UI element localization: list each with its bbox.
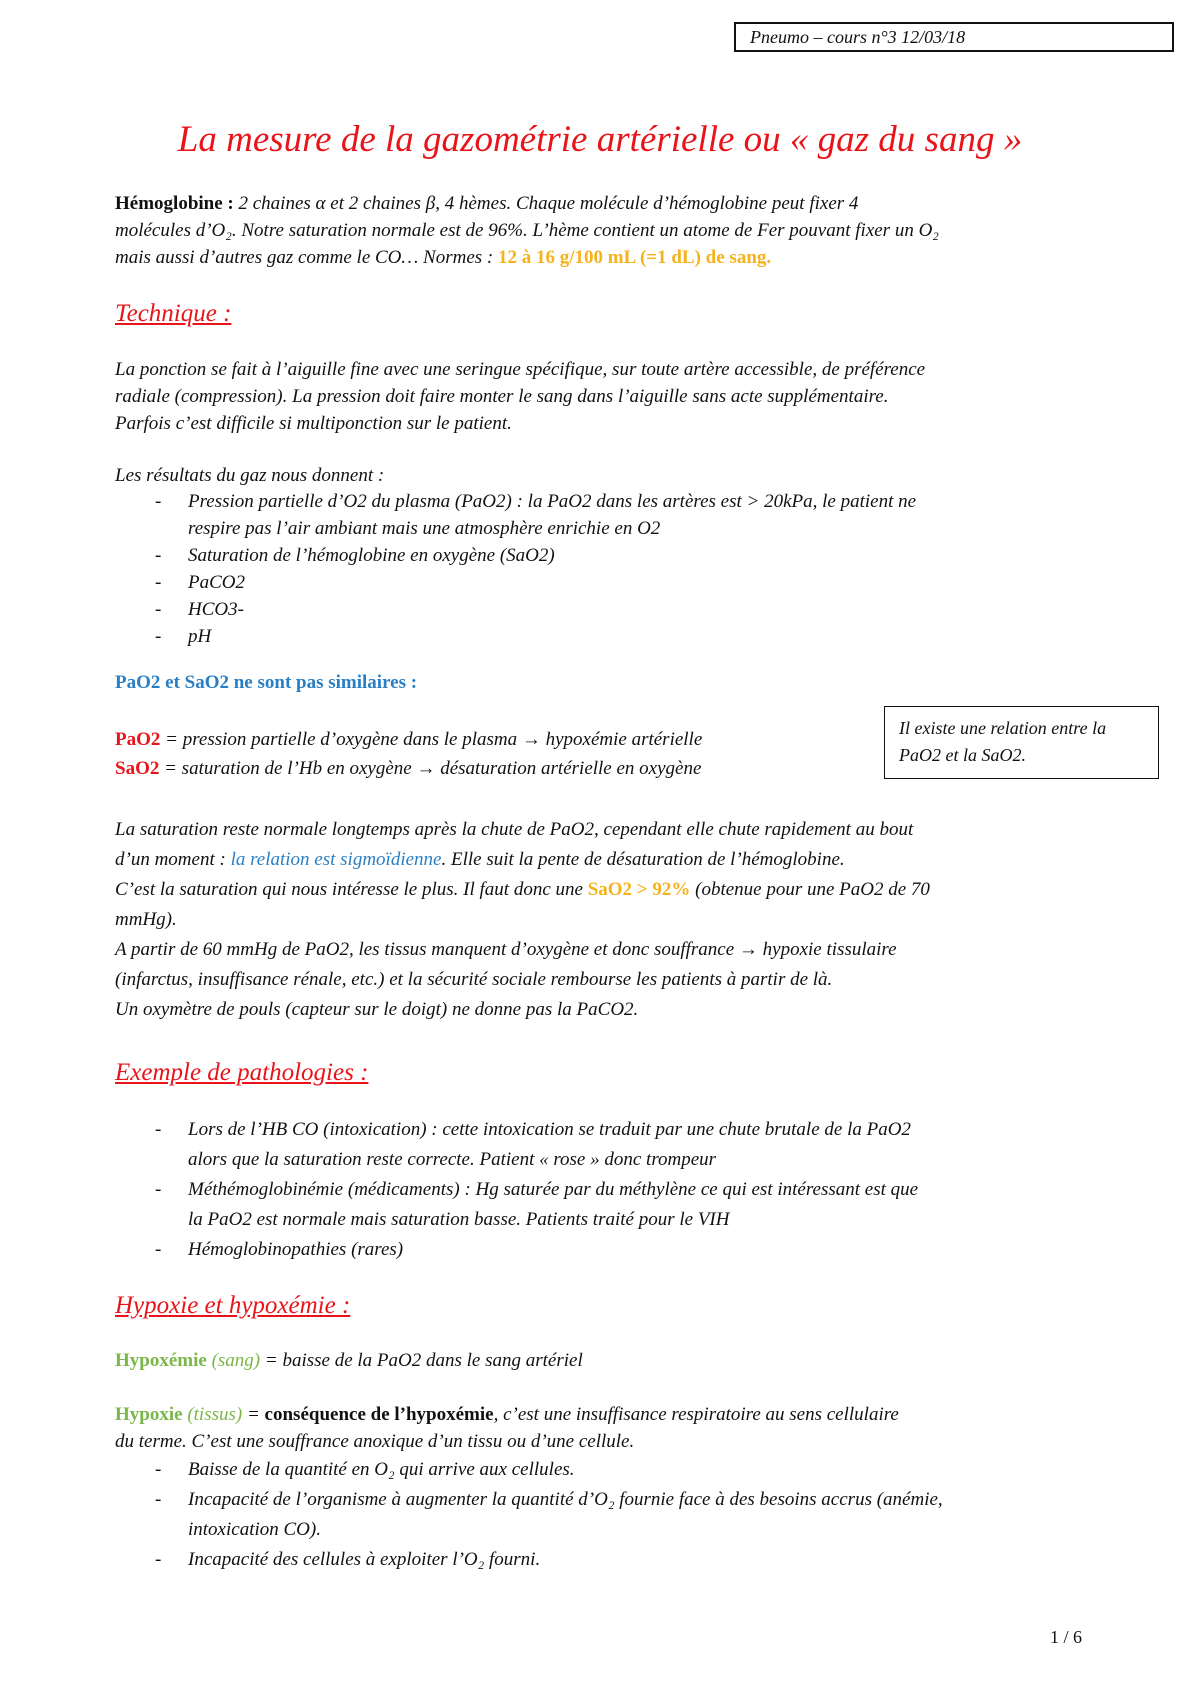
hemoglobine-term: Hémoglobine : xyxy=(115,193,234,214)
bullet-dash: - xyxy=(155,545,162,566)
bullet-dash: - xyxy=(155,1489,162,1510)
sao2-threshold: SaO2 > 92% xyxy=(587,879,691,900)
course-header-label: Pneumo – cours n°3 12/03/18 xyxy=(750,27,966,47)
page-number: 1 / 6 xyxy=(1050,1627,1083,1647)
bullet-dash: - xyxy=(155,572,162,593)
pao2-sao2-heading: PaO2 et SaO2 ne sont pas similaires : xyxy=(115,672,418,693)
list-item: - Saturation de l’hémoglobine en oxygène (SaO2) xyxy=(115,542,1115,569)
bullet-dash: - xyxy=(155,1239,162,1260)
list-item: - Lors de l’HB CO (intoxication) : cette intoxication se traduit par une chute brutale de la PaO2 alors que la saturation reste correcte. Patient « rose » donc trompeur xyxy=(115,1115,1115,1175)
bullet-dash: - xyxy=(155,491,162,512)
hypoxie-term: Hypoxie xyxy=(115,1404,183,1425)
hemoglobine-line2: molécules d’O₂. Notre saturation normale est de 96%. L’hème contient un atome de Fer pouvant fixer un O₂ xyxy=(115,220,939,241)
pao2-definition: PaO2 = pression partielle d’oxygène dans le plasma → hypoxémie artérielle xyxy=(115,729,703,750)
bullet-dash: - xyxy=(155,599,162,620)
technique-line: radiale (compression). La pression doit faire monter le sang dans l’aiguille sans acte supplémentaire. xyxy=(115,386,889,407)
relation-note-box: Il existe une relation entre la PaO2 et la SaO2. xyxy=(884,706,1159,779)
technique-line: Parfois c’est difficile si multiponction sur le patient. xyxy=(115,413,512,434)
hypoxemie-definition: Hypoxémie (sang) = baisse de la PaO2 dans le sang artériel xyxy=(115,1350,583,1371)
page-title: La mesure de la gazométrie artérielle ou « gaz du sang » xyxy=(177,119,1023,160)
sao2-term: SaO2 xyxy=(115,758,160,779)
pathologies-list xyxy=(115,1115,1115,1265)
bullet-dash: - xyxy=(155,1459,162,1480)
technique-paragraph xyxy=(115,356,1115,437)
list-item: - HCO3- xyxy=(115,596,1115,623)
hemoglobine-paragraph xyxy=(115,190,1115,271)
list-item: - Pression partielle d’O2 du plasma (PaO2) : la PaO2 dans les artères est > 20kPa, le patient ne respire pas l’air ambiant mais une atmosphère enrichie en O2 xyxy=(115,488,1115,542)
hypoxie-list xyxy=(115,1455,1115,1575)
sigmoid-relation-text: la relation est sigmoïdienne xyxy=(230,849,442,870)
list-item: - Baisse de la quantité en O₂ qui arrive aux cellules. xyxy=(115,1455,1115,1485)
list-item: - pH xyxy=(115,623,1115,650)
hemoglobine-line1: 2 chaines α et 2 chaines β, 4 hèmes. Chaque molécule d’hémoglobine peut fixer 4 xyxy=(233,193,859,214)
section-heading-pathologies: Exemple de pathologies : xyxy=(115,1059,369,1086)
list-item: - PaCO2 xyxy=(115,569,1115,596)
results-list xyxy=(115,488,1115,650)
hemoglobine-norme: 12 à 16 g/100 mL (=1 dL) de sang. xyxy=(493,247,772,268)
list-item: - Méthémoglobinémie (médicaments) : Hg saturée par du méthylène ce qui est intéressant est que la PaO2 est normale mais saturation basse. Patients traité pour le VIH xyxy=(115,1175,1115,1235)
list-item: - Incapacité des cellules à exploiter l’O₂ fourni. xyxy=(115,1545,1115,1575)
course-header-box xyxy=(734,22,1174,52)
hypoxemie-term: Hypoxémie xyxy=(115,1350,207,1371)
hemoglobine-line3: mais aussi d’autres gaz comme le CO… Normes : xyxy=(115,247,494,268)
results-intro: Les résultats du gaz nous donnent : xyxy=(115,465,385,486)
sao2-definition: SaO2 = saturation de l’Hb en oxygène → désaturation artérielle en oxygène xyxy=(115,758,702,779)
technique-line: La ponction se fait à l’aiguille fine avec une seringue spécifique, sur toute artère accessible, de préférence xyxy=(115,359,926,380)
hypoxie-definition: Hypoxie (tissus) = conséquence de l’hypoxémie, c’est une insuffisance respiratoire au sens cellulaire du terme. C’est une souffrance anoxique d’un tissu ou d’une cellule. xyxy=(115,1404,899,1452)
bullet-dash: - xyxy=(155,1179,162,1200)
bullet-dash: - xyxy=(155,1119,162,1140)
section-heading-technique: Technique : xyxy=(115,300,232,327)
pao2-term: PaO2 xyxy=(115,729,161,750)
list-item: - Hémoglobinopathies (rares) xyxy=(115,1235,1115,1265)
saturation-paragraph: La saturation reste normale longtemps après la chute de PaO2, cependant elle chute rapidement au bout d’un moment : la relation est sigmoïdienne. Elle suit la pente de désaturation de l’hémoglobine. C’est la saturation qui nous intéresse le plus. Il faut donc une SaO2 > 92% (obtenue pour une PaO2 de 70 mmHg). A partir de 60 mmHg de PaO2, les tissus manquent d’oxygène et donc souffrance → hypoxie tissulaire (infarctus, insuffisance rénale, etc.) et la sécurité sociale rembourse les patients à partir de là. Un oxymètre de pouls (capteur sur le doigt) ne donne pas la PaCO2. xyxy=(115,819,930,1020)
list-item: - Incapacité de l’organisme à augmenter la quantité d’O₂ fournie face à des besoins accrus (anémie, intoxication CO). xyxy=(115,1485,1115,1545)
section-heading-hypoxie: Hypoxie et hypoxémie : xyxy=(115,1292,351,1319)
bullet-dash: - xyxy=(155,626,162,647)
bullet-dash: - xyxy=(155,1549,162,1570)
